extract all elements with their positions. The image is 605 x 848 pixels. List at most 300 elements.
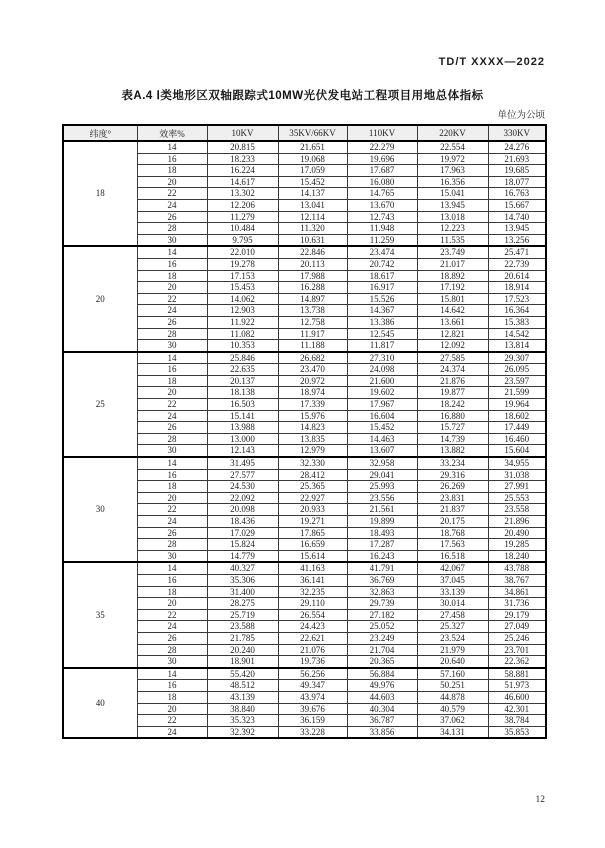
latitude-cell: 25: [63, 352, 137, 457]
value-cell: 13.835: [278, 433, 347, 445]
value-cell: 17.988: [278, 270, 347, 282]
table-row: [63, 246, 546, 258]
value-cell: 20.113: [278, 258, 347, 270]
value-cell: 23.524: [417, 632, 488, 644]
table-row: [63, 668, 546, 680]
value-cell: 34.131: [417, 726, 488, 738]
value-cell: 11.188: [278, 340, 347, 352]
value-cell: 17.339: [278, 399, 347, 411]
value-cell: 13.670: [347, 199, 417, 211]
value-cell: 25.365: [278, 481, 347, 493]
value-cell: 10.484: [207, 223, 278, 235]
value-cell: 43.139: [207, 691, 278, 703]
value-cell: 11.535: [417, 234, 488, 246]
value-cell: 36.141: [278, 574, 347, 586]
value-cell: 33.228: [278, 726, 347, 738]
value-cell: 18.602: [488, 410, 546, 422]
column-header: 35KV/66KV: [278, 125, 347, 141]
efficiency-cell: 14: [137, 668, 207, 680]
efficiency-cell: 16: [137, 574, 207, 586]
value-cell: 11.817: [347, 340, 417, 352]
value-cell: 33.234: [417, 457, 488, 469]
value-cell: 30.014: [417, 598, 488, 610]
value-cell: 16.659: [278, 539, 347, 551]
value-cell: 36.159: [278, 715, 347, 727]
value-cell: 21.651: [278, 141, 347, 153]
value-cell: 17.687: [347, 165, 417, 177]
value-cell: 22.635: [207, 364, 278, 376]
column-header: 330KV: [488, 125, 546, 141]
value-cell: 15.614: [278, 550, 347, 562]
value-cell: 23.588: [207, 621, 278, 633]
value-cell: 51.973: [488, 680, 546, 692]
value-cell: 15.453: [207, 282, 278, 294]
efficiency-cell: 24: [137, 726, 207, 738]
value-cell: 17.865: [278, 527, 347, 539]
value-cell: 29.307: [488, 352, 546, 364]
value-cell: 16.518: [417, 550, 488, 562]
value-cell: 18.138: [207, 387, 278, 399]
value-cell: 18.077: [488, 176, 546, 188]
value-cell: 13.018: [417, 211, 488, 223]
value-cell: 21.599: [488, 387, 546, 399]
value-cell: 37.045: [417, 574, 488, 586]
value-cell: 19.278: [207, 258, 278, 270]
page-number: 12: [535, 795, 545, 805]
value-cell: 18.436: [207, 516, 278, 528]
value-cell: 18.233: [207, 153, 278, 165]
efficiency-cell: 14: [137, 352, 207, 364]
value-cell: 13.661: [417, 316, 488, 328]
value-cell: 20.098: [207, 504, 278, 516]
value-cell: 15.526: [347, 293, 417, 305]
value-cell: 39.676: [278, 703, 347, 715]
data-table: [62, 124, 547, 739]
value-cell: 25.471: [488, 246, 546, 258]
value-cell: 19.685: [488, 165, 546, 177]
value-cell: 26.269: [417, 481, 488, 493]
value-cell: 17.563: [417, 539, 488, 551]
efficiency-cell: 18: [137, 691, 207, 703]
value-cell: 23.249: [347, 632, 417, 644]
efficiency-cell: 28: [137, 433, 207, 445]
value-cell: 20.742: [347, 258, 417, 270]
value-cell: 15.604: [488, 445, 546, 457]
efficiency-cell: 18: [137, 165, 207, 177]
value-cell: 19.972: [417, 153, 488, 165]
value-cell: 22.279: [347, 141, 417, 153]
column-header: 10KV: [207, 125, 278, 141]
value-cell: 16.763: [488, 188, 546, 200]
value-cell: 21.704: [347, 644, 417, 656]
value-cell: 38.784: [488, 715, 546, 727]
value-cell: 21.076: [278, 644, 347, 656]
column-header: 纬度°: [63, 125, 137, 141]
efficiency-cell: 28: [137, 644, 207, 656]
value-cell: 24.276: [488, 141, 546, 153]
value-cell: 50.251: [417, 680, 488, 692]
value-cell: 23.470: [278, 364, 347, 376]
efficiency-cell: 20: [137, 492, 207, 504]
value-cell: 25.846: [207, 352, 278, 364]
value-cell: 19.271: [278, 516, 347, 528]
value-cell: 22.092: [207, 492, 278, 504]
efficiency-cell: 20: [137, 176, 207, 188]
value-cell: 35.323: [207, 715, 278, 727]
value-cell: 29.316: [417, 469, 488, 481]
value-cell: 40.304: [347, 703, 417, 715]
efficiency-cell: 26: [137, 527, 207, 539]
efficiency-cell: 16: [137, 258, 207, 270]
value-cell: 25.246: [488, 632, 546, 644]
value-cell: 25.719: [207, 609, 278, 621]
value-cell: 13.814: [488, 340, 546, 352]
value-cell: 16.460: [488, 433, 546, 445]
value-cell: 26.095: [488, 364, 546, 376]
value-cell: 23.749: [417, 246, 488, 258]
value-cell: 25.052: [347, 621, 417, 633]
value-cell: 34.861: [488, 586, 546, 598]
value-cell: 24.374: [417, 364, 488, 376]
efficiency-cell: 28: [137, 328, 207, 340]
value-cell: 14.542: [488, 328, 546, 340]
value-cell: 13.988: [207, 422, 278, 434]
value-cell: 21.785: [207, 632, 278, 644]
value-cell: 27.585: [417, 352, 488, 364]
value-cell: 20.933: [278, 504, 347, 516]
value-cell: 16.917: [347, 282, 417, 294]
value-cell: 18.493: [347, 527, 417, 539]
value-cell: 13.256: [488, 234, 546, 246]
latitude-cell: 30: [63, 457, 137, 562]
value-cell: 29.179: [488, 609, 546, 621]
value-cell: 26.682: [278, 352, 347, 364]
value-cell: 18.914: [488, 282, 546, 294]
value-cell: 22.554: [417, 141, 488, 153]
value-cell: 25.327: [417, 621, 488, 633]
value-cell: 21.600: [347, 375, 417, 387]
efficiency-cell: 22: [137, 293, 207, 305]
value-cell: 15.041: [417, 188, 488, 200]
value-cell: 15.452: [278, 176, 347, 188]
value-cell: 23.831: [417, 492, 488, 504]
value-cell: 14.062: [207, 293, 278, 305]
value-cell: 15.452: [347, 422, 417, 434]
value-cell: 16.224: [207, 165, 278, 177]
efficiency-cell: 14: [137, 141, 207, 153]
efficiency-cell: 18: [137, 270, 207, 282]
value-cell: 17.287: [347, 539, 417, 551]
value-cell: 16.080: [347, 176, 417, 188]
efficiency-cell: 22: [137, 609, 207, 621]
value-cell: 25.993: [347, 481, 417, 493]
value-cell: 10.631: [278, 234, 347, 246]
value-cell: 12.758: [278, 316, 347, 328]
value-cell: 33.856: [347, 726, 417, 738]
value-cell: 11.922: [207, 316, 278, 328]
value-cell: 14.137: [278, 188, 347, 200]
efficiency-cell: 24: [137, 621, 207, 633]
value-cell: 13.945: [488, 223, 546, 235]
value-cell: 11.917: [278, 328, 347, 340]
value-cell: 22.846: [278, 246, 347, 258]
value-cell: 15.801: [417, 293, 488, 305]
efficiency-cell: 24: [137, 199, 207, 211]
header-row: [63, 125, 546, 141]
value-cell: 13.000: [207, 433, 278, 445]
value-cell: 20.490: [488, 527, 546, 539]
value-cell: 15.141: [207, 410, 278, 422]
value-cell: 25.553: [488, 492, 546, 504]
efficiency-cell: 14: [137, 457, 207, 469]
efficiency-cell: 22: [137, 715, 207, 727]
value-cell: 18.974: [278, 387, 347, 399]
efficiency-cell: 24: [137, 305, 207, 317]
value-cell: 31.038: [488, 469, 546, 481]
efficiency-cell: 20: [137, 387, 207, 399]
value-cell: 13.041: [278, 199, 347, 211]
latitude-cell: 18: [63, 141, 137, 246]
value-cell: 14.739: [417, 433, 488, 445]
value-cell: 12.206: [207, 199, 278, 211]
value-cell: 36.769: [347, 574, 417, 586]
column-header: 110KV: [347, 125, 417, 141]
value-cell: 17.059: [278, 165, 347, 177]
value-cell: 16.243: [347, 550, 417, 562]
value-cell: 55.420: [207, 668, 278, 680]
value-cell: 32.392: [207, 726, 278, 738]
value-cell: 35.306: [207, 574, 278, 586]
efficiency-cell: 20: [137, 598, 207, 610]
efficiency-cell: 26: [137, 422, 207, 434]
value-cell: 22.621: [278, 632, 347, 644]
value-cell: 15.976: [278, 410, 347, 422]
value-cell: 14.823: [278, 422, 347, 434]
value-cell: 23.701: [488, 644, 546, 656]
value-cell: 40.579: [417, 703, 488, 715]
value-cell: 12.114: [278, 211, 347, 223]
efficiency-cell: 22: [137, 188, 207, 200]
value-cell: 29.739: [347, 598, 417, 610]
value-cell: 58.881: [488, 668, 546, 680]
efficiency-cell: 22: [137, 504, 207, 516]
value-cell: 24.098: [347, 364, 417, 376]
value-cell: 12.223: [417, 223, 488, 235]
latitude-cell: 35: [63, 562, 137, 667]
value-cell: 14.897: [278, 293, 347, 305]
value-cell: 40.327: [207, 562, 278, 574]
value-cell: 29.110: [278, 598, 347, 610]
efficiency-cell: 26: [137, 316, 207, 328]
efficiency-cell: 28: [137, 539, 207, 551]
value-cell: 21.017: [417, 258, 488, 270]
value-cell: 29.041: [347, 469, 417, 481]
value-cell: 12.743: [347, 211, 417, 223]
value-cell: 22.927: [278, 492, 347, 504]
value-cell: 13.386: [347, 316, 417, 328]
value-cell: 41.791: [347, 562, 417, 574]
value-cell: 19.964: [488, 399, 546, 411]
value-cell: 38.840: [207, 703, 278, 715]
value-cell: 12.545: [347, 328, 417, 340]
value-cell: 42.301: [488, 703, 546, 715]
value-cell: 18.892: [417, 270, 488, 282]
value-cell: 27.310: [347, 352, 417, 364]
efficiency-cell: 18: [137, 375, 207, 387]
efficiency-cell: 18: [137, 481, 207, 493]
value-cell: 56.256: [278, 668, 347, 680]
efficiency-cell: 30: [137, 445, 207, 457]
value-cell: 14.367: [347, 305, 417, 317]
table-title: 表A.4 Ⅰ类地形区双轴跟踪式10MW光伏发电站工程项目用地总体指标: [121, 90, 484, 102]
value-cell: 10.353: [207, 340, 278, 352]
column-header: 效率%: [137, 125, 207, 141]
value-cell: 48.512: [207, 680, 278, 692]
efficiency-cell: 24: [137, 410, 207, 422]
value-cell: 36.787: [347, 715, 417, 727]
value-cell: 18.768: [417, 527, 488, 539]
value-cell: 21.561: [347, 504, 417, 516]
latitude-cell: 20: [63, 246, 137, 351]
value-cell: 20.365: [347, 656, 417, 668]
value-cell: 15.383: [488, 316, 546, 328]
value-cell: 32.863: [347, 586, 417, 598]
value-cell: 16.288: [278, 282, 347, 294]
value-cell: 11.082: [207, 328, 278, 340]
value-cell: 27.182: [347, 609, 417, 621]
value-cell: 20.815: [207, 141, 278, 153]
value-cell: 17.967: [347, 399, 417, 411]
value-cell: 15.727: [417, 422, 488, 434]
value-cell: 13.302: [207, 188, 278, 200]
value-cell: 14.463: [347, 433, 417, 445]
table-row: [63, 562, 546, 574]
value-cell: 20.614: [488, 270, 546, 282]
efficiency-cell: 28: [137, 223, 207, 235]
value-cell: 27.991: [488, 481, 546, 493]
value-cell: 21.837: [417, 504, 488, 516]
table-row: [63, 141, 546, 153]
value-cell: 17.523: [488, 293, 546, 305]
value-cell: 37.062: [417, 715, 488, 727]
efficiency-cell: 16: [137, 364, 207, 376]
value-cell: 11.279: [207, 211, 278, 223]
efficiency-cell: 26: [137, 632, 207, 644]
value-cell: 13.607: [347, 445, 417, 457]
value-cell: 26.554: [278, 609, 347, 621]
value-cell: 18.240: [488, 550, 546, 562]
value-cell: 44.603: [347, 691, 417, 703]
value-cell: 19.068: [278, 153, 347, 165]
value-cell: 14.617: [207, 176, 278, 188]
value-cell: 12.903: [207, 305, 278, 317]
value-cell: 19.877: [417, 387, 488, 399]
value-cell: 31.736: [488, 598, 546, 610]
efficiency-cell: 30: [137, 550, 207, 562]
efficiency-cell: 16: [137, 469, 207, 481]
table-body: [63, 141, 546, 738]
value-cell: 27.458: [417, 609, 488, 621]
column-header: 220KV: [417, 125, 488, 141]
value-cell: 22.010: [207, 246, 278, 258]
value-cell: 11.320: [278, 223, 347, 235]
value-cell: 34.955: [488, 457, 546, 469]
value-cell: 17.449: [488, 422, 546, 434]
value-cell: 21.693: [488, 153, 546, 165]
efficiency-cell: 24: [137, 516, 207, 528]
value-cell: 31.400: [207, 586, 278, 598]
value-cell: 27.577: [207, 469, 278, 481]
value-cell: 49.976: [347, 680, 417, 692]
value-cell: 38.767: [488, 574, 546, 586]
value-cell: 43.788: [488, 562, 546, 574]
value-cell: 14.740: [488, 211, 546, 223]
value-cell: 9.795: [207, 234, 278, 246]
efficiency-cell: 26: [137, 211, 207, 223]
value-cell: 14.765: [347, 188, 417, 200]
latitude-cell: 40: [63, 668, 137, 739]
value-cell: 32.958: [347, 457, 417, 469]
value-cell: 16.880: [417, 410, 488, 422]
value-cell: 32.330: [278, 457, 347, 469]
efficiency-cell: 30: [137, 234, 207, 246]
value-cell: 44.878: [417, 691, 488, 703]
value-cell: 22.362: [488, 656, 546, 668]
value-cell: 56.884: [347, 668, 417, 680]
value-cell: 19.736: [278, 656, 347, 668]
value-cell: 21.896: [488, 516, 546, 528]
value-cell: 12.821: [417, 328, 488, 340]
value-cell: 46.600: [488, 691, 546, 703]
value-cell: 18.901: [207, 656, 278, 668]
efficiency-cell: 22: [137, 399, 207, 411]
value-cell: 19.602: [347, 387, 417, 399]
value-cell: 18.242: [417, 399, 488, 411]
value-cell: 20.640: [417, 656, 488, 668]
efficiency-cell: 14: [137, 562, 207, 574]
efficiency-cell: 20: [137, 282, 207, 294]
value-cell: 17.153: [207, 270, 278, 282]
value-cell: 12.092: [417, 340, 488, 352]
value-cell: 21.979: [417, 644, 488, 656]
value-cell: 19.899: [347, 516, 417, 528]
value-cell: 35.853: [488, 726, 546, 738]
value-cell: 23.556: [347, 492, 417, 504]
efficiency-cell: 30: [137, 656, 207, 668]
value-cell: 20.972: [278, 375, 347, 387]
value-cell: 22.739: [488, 258, 546, 270]
value-cell: 13.738: [278, 305, 347, 317]
value-cell: 16.356: [417, 176, 488, 188]
value-cell: 11.259: [347, 234, 417, 246]
value-cell: 12.979: [278, 445, 347, 457]
value-cell: 23.558: [488, 504, 546, 516]
value-cell: 13.945: [417, 199, 488, 211]
value-cell: 17.963: [417, 165, 488, 177]
value-cell: 20.240: [207, 644, 278, 656]
value-cell: 41.163: [278, 562, 347, 574]
value-cell: 32.235: [278, 586, 347, 598]
value-cell: 14.779: [207, 550, 278, 562]
value-cell: 14.642: [417, 305, 488, 317]
value-cell: 24.423: [278, 621, 347, 633]
value-cell: 49.347: [278, 680, 347, 692]
value-cell: 16.604: [347, 410, 417, 422]
value-cell: 11.948: [347, 223, 417, 235]
doc-ref: TD/T XXXX—2022: [438, 56, 545, 68]
value-cell: 28.412: [278, 469, 347, 481]
table-row: [63, 457, 546, 469]
